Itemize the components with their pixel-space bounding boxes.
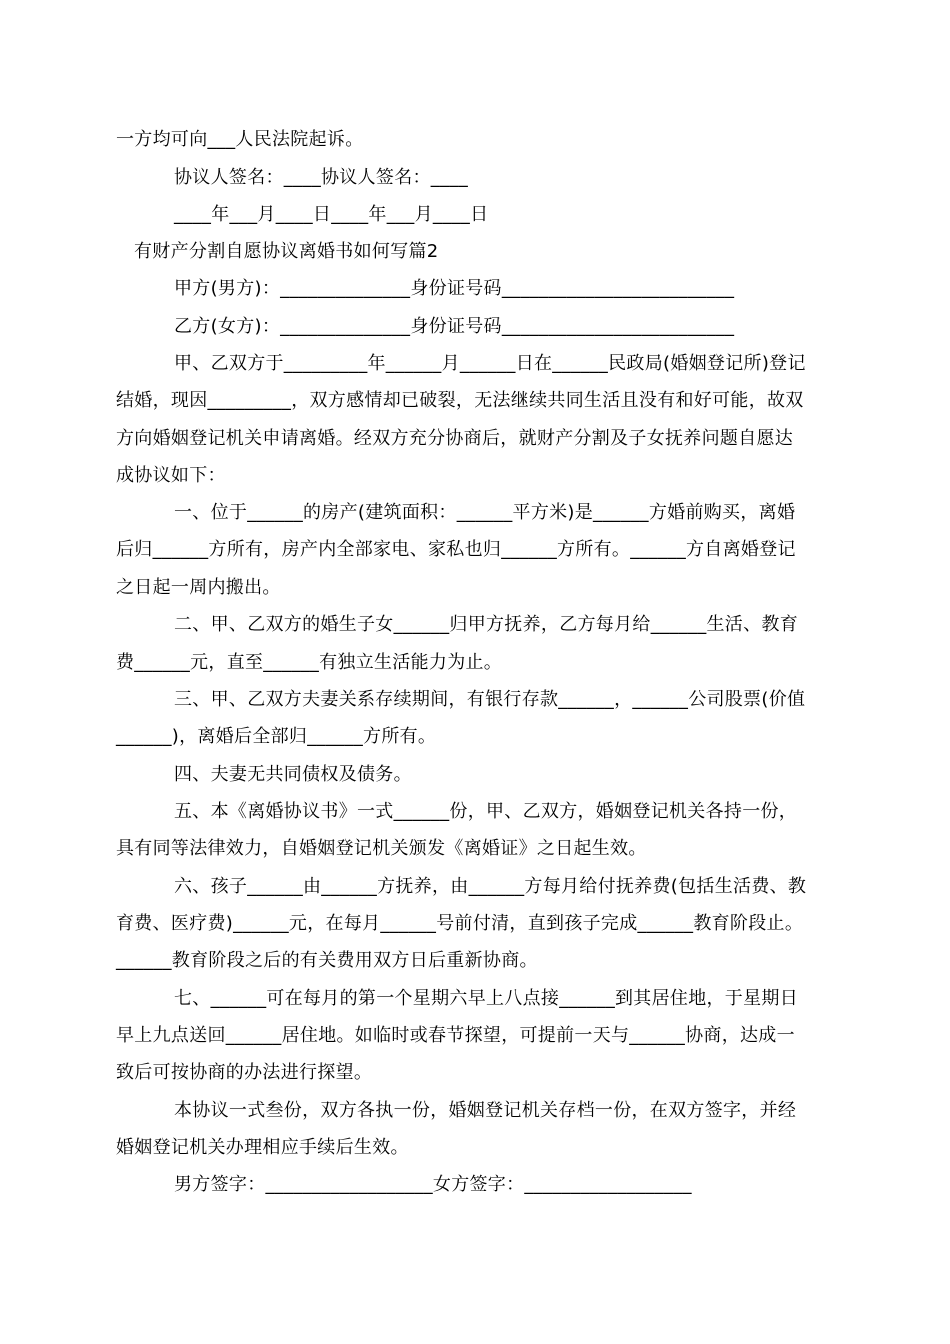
signature-line: 协议人签名：____协议人签名：____	[174, 167, 468, 188]
signature-line: 男方签字：__________________女方签字：__________________	[174, 1174, 692, 1195]
section-title: 有财产分割自愿协议离婚书如何写篇2	[134, 241, 439, 262]
clause-line: 之日起一周内搬出。	[116, 577, 281, 598]
clause-line: 二、甲、乙双方的婚生子女______归甲方抚养，乙方每月给______生活、教育	[174, 614, 798, 635]
clause-line: 具有同等法律效力，自婚姻登记机关颁发《离婚证》之日起生效。	[116, 838, 647, 859]
party-a-line: 甲方(男方)：______________身份证号码_________________________	[174, 278, 735, 299]
paragraph-line: 成协议如下：	[116, 465, 226, 486]
clause-line: 费______元，直至______有独立生活能力为止。	[116, 652, 503, 673]
clause-line: ______教育阶段之后的有关费用双方日后重新协商。	[116, 950, 538, 971]
clause-line: 三、甲、乙双方夫妻关系存续期间，有银行存款______，______公司股票(价值	[174, 689, 806, 710]
clause-line: 七、______可在每月的第一个星期六早上八点接______到其居住地，于星期日	[174, 988, 798, 1009]
clause-line: 致后可按协商的办法进行探望。	[116, 1062, 373, 1083]
clause-line: 四、夫妻无共同债权及债务。	[174, 764, 412, 785]
party-b-line: 乙方(女方)：______________身份证号码_________________________	[174, 316, 735, 337]
clause-line: ______)，离婚后全部归______方所有。	[116, 726, 437, 747]
paragraph-line: 方向婚姻登记机关申请离婚。经双方充分协商后，就财产分割及子女抚养问题自愿达	[116, 428, 794, 449]
closing-line: 婚姻登记机关办理相应手续后生效。	[116, 1137, 409, 1158]
clause-line: 六、孩子______由______方抚养，由______方每月给付抚养费(包括生活费、教	[174, 876, 807, 897]
clause-line: 早上九点送回______居住地。如临时或春节探望，可提前一天与______协商，达成一	[116, 1025, 795, 1046]
clause-line: 五、本《离婚协议书》一式______份，甲、乙双方，婚姻登记机关各持一份，	[174, 801, 798, 822]
date-line: ____年___月____日____年___月____日	[174, 204, 489, 225]
clause-line: 后归______方所有，房产内全部家电、家私也归______方所有。______方自离婚登记	[116, 539, 796, 560]
paragraph-line: 结婚，现因_________，双方感情却已破裂，无法继续共同生活且没有和好可能，故双	[116, 390, 804, 411]
paragraph-line: 甲、乙双方于_________年______月______日在______民政局(婚姻登记所)登记	[174, 353, 806, 374]
closing-line: 本协议一式叁份，双方各执一份，婚姻登记机关存档一份，在双方签字，并经	[174, 1100, 797, 1121]
clause-line: 一、位于______的房产(建筑面积：______平方米)是______方婚前购买，离婚	[174, 502, 796, 523]
text-line: 一方均可向___人民法院起诉。	[116, 129, 364, 150]
clause-line: 育费、医疗费)______元，在每月______号前付清，直到孩子完成______教育阶段止。	[116, 913, 804, 934]
